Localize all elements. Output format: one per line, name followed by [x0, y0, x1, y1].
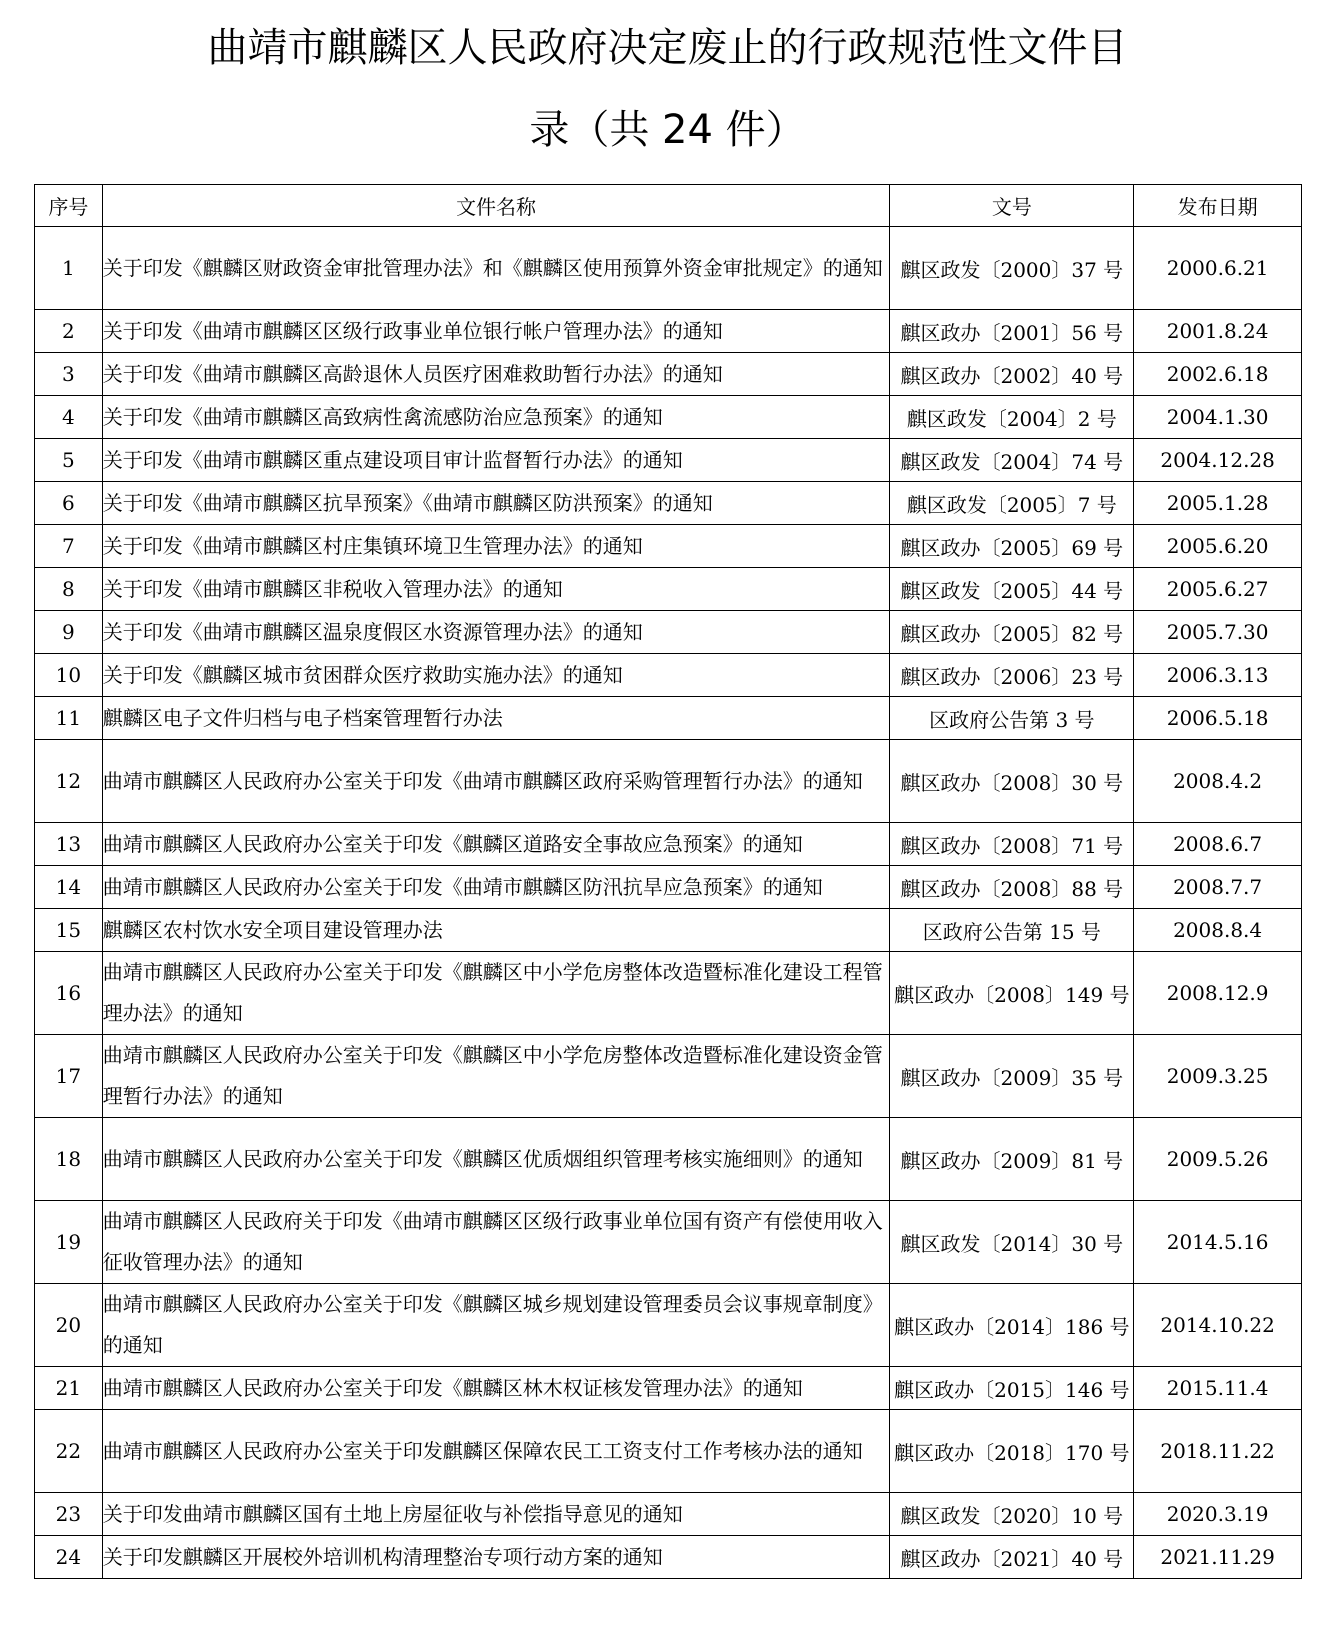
table-row: [35, 1118, 1302, 1201]
document-number: 麒区政办〔2005〕69 号: [890, 525, 1134, 568]
table-row: [35, 697, 1302, 740]
table-row: [35, 396, 1302, 439]
table-row: [35, 568, 1302, 611]
table-row: [35, 482, 1302, 525]
document-name: 曲靖市麒麟区人民政府办公室关于印发《曲靖市麒麟区防汛抗旱应急预案》的通知: [102, 866, 890, 909]
row-number: 13: [35, 823, 103, 866]
row-number: 3: [35, 353, 103, 396]
document-name: 麒麟区农村饮水安全项目建设管理办法: [102, 909, 890, 952]
table-row: [35, 1035, 1302, 1118]
row-number: 15: [35, 909, 103, 952]
document-name: 关于印发《曲靖市麒麟区村庄集镇环境卫生管理办法》的通知: [102, 525, 890, 568]
document-name: 关于印发《曲靖市麒麟区重点建设项目审计监督暂行办法》的通知: [102, 439, 890, 482]
document-number: 麒区政办〔2009〕81 号: [890, 1118, 1134, 1201]
publish-date: 2020.3.19: [1134, 1493, 1302, 1536]
row-number: 11: [35, 697, 103, 740]
publish-date: 2001.8.24: [1134, 310, 1302, 353]
document-number: 麒区政办〔2002〕40 号: [890, 353, 1134, 396]
publish-date: 2000.6.21: [1134, 227, 1302, 310]
publish-date: 2014.10.22: [1134, 1284, 1302, 1367]
publish-date: 2021.11.29: [1134, 1536, 1302, 1579]
document-name: 曲靖市麒麟区人民政府办公室关于印发《麒麟区中小学危房整体改造暨标准化建设资金管理暂行办法》的通知: [102, 1035, 890, 1118]
row-number: 9: [35, 611, 103, 654]
repealed-documents-table: [34, 184, 1302, 1579]
document-name: 关于印发麒麟区开展校外培训机构清理整治专项行动方案的通知: [102, 1536, 890, 1579]
document-name: 曲靖市麒麟区人民政府办公室关于印发《麒麟区林木权证核发管理办法》的通知: [102, 1367, 890, 1410]
row-number: 2: [35, 310, 103, 353]
document-name: 关于印发《曲靖市麒麟区高致病性禽流感防治应急预案》的通知: [102, 396, 890, 439]
row-number: 23: [35, 1493, 103, 1536]
table-row: [35, 1284, 1302, 1367]
row-number: 24: [35, 1536, 103, 1579]
table-row: [35, 1367, 1302, 1410]
row-number: 5: [35, 439, 103, 482]
publish-date: 2008.7.7: [1134, 866, 1302, 909]
document-name: 曲靖市麒麟区人民政府关于印发《曲靖市麒麟区区级行政事业单位国有资产有偿使用收入征收管理办法》的通知: [102, 1201, 890, 1284]
document-number: 麒区政办〔2005〕82 号: [890, 611, 1134, 654]
table-row: [35, 866, 1302, 909]
document-number: 麒区政办〔2018〕170 号: [890, 1410, 1134, 1493]
table-row: [35, 353, 1302, 396]
table-row: [35, 654, 1302, 697]
table-row: [35, 611, 1302, 654]
publish-date: 2008.12.9: [1134, 952, 1302, 1035]
table-row: [35, 1493, 1302, 1536]
header-document-name: 文件名称: [102, 185, 890, 227]
document-number: 麒区政办〔2001〕56 号: [890, 310, 1134, 353]
table-row: [35, 823, 1302, 866]
document-name: 曲靖市麒麟区人民政府办公室关于印发《麒麟区优质烟组织管理考核实施细则》的通知: [102, 1118, 890, 1201]
row-number: 14: [35, 866, 103, 909]
table-row: [35, 1410, 1302, 1493]
document-number: 麒区政办〔2008〕30 号: [890, 740, 1134, 823]
row-number: 16: [35, 952, 103, 1035]
document-number: 区政府公告第 15 号: [890, 909, 1134, 952]
table-row: [35, 227, 1302, 310]
publish-date: 2002.6.18: [1134, 353, 1302, 396]
row-number: 12: [35, 740, 103, 823]
document-number: 麒区政发〔2005〕7 号: [890, 482, 1134, 525]
document-number: 麒区政发〔2020〕10 号: [890, 1493, 1134, 1536]
document-name: 曲靖市麒麟区人民政府办公室关于印发《麒麟区道路安全事故应急预案》的通知: [102, 823, 890, 866]
document-number: 麒区政办〔2008〕71 号: [890, 823, 1134, 866]
publish-date: 2005.6.27: [1134, 568, 1302, 611]
document-number: 区政府公告第 3 号: [890, 697, 1134, 740]
document-number: 麒区政办〔2009〕35 号: [890, 1035, 1134, 1118]
publish-date: 2014.5.16: [1134, 1201, 1302, 1284]
publish-date: 2006.3.13: [1134, 654, 1302, 697]
publish-date: 2004.1.30: [1134, 396, 1302, 439]
document-number: 麒区政发〔2004〕74 号: [890, 439, 1134, 482]
document-name: 关于印发《曲靖市麒麟区抗旱预案》《曲靖市麒麟区防洪预案》的通知: [102, 482, 890, 525]
document-name: 关于印发《曲靖市麒麟区非税收入管理办法》的通知: [102, 568, 890, 611]
row-number: 6: [35, 482, 103, 525]
publish-date: 2009.5.26: [1134, 1118, 1302, 1201]
document-name: 曲靖市麒麟区人民政府办公室关于印发麒麟区保障农民工工资支付工作考核办法的通知: [102, 1410, 890, 1493]
publish-date: 2006.5.18: [1134, 697, 1302, 740]
publish-date: 2015.11.4: [1134, 1367, 1302, 1410]
publish-date: 2004.12.28: [1134, 439, 1302, 482]
row-number: 19: [35, 1201, 103, 1284]
document-number: 麒区政发〔2000〕37 号: [890, 227, 1134, 310]
table-row: [35, 1201, 1302, 1284]
table-row: [35, 1536, 1302, 1579]
publish-date: 2008.4.2: [1134, 740, 1302, 823]
document-name: 麒麟区电子文件归档与电子档案管理暂行办法: [102, 697, 890, 740]
document-number: 麒区政发〔2014〕30 号: [890, 1201, 1134, 1284]
table-row: [35, 310, 1302, 353]
document-number: 麒区政办〔2014〕186 号: [890, 1284, 1134, 1367]
row-number: 8: [35, 568, 103, 611]
document-name: 曲靖市麒麟区人民政府办公室关于印发《麒麟区城乡规划建设管理委员会议事规章制度》的通知: [102, 1284, 890, 1367]
row-number: 10: [35, 654, 103, 697]
publish-date: 2018.11.22: [1134, 1410, 1302, 1493]
table-header-row: [35, 185, 1302, 227]
document-title-line-1: 曲靖市麒麟区人民政府决定废止的行政规范性文件目: [207, 25, 1128, 71]
row-number: 17: [35, 1035, 103, 1118]
publish-date: 2005.6.20: [1134, 525, 1302, 568]
document-number: 麒区政发〔2004〕2 号: [890, 396, 1134, 439]
document-name: 关于印发《曲靖市麒麟区区级行政事业单位银行帐户管理办法》的通知: [102, 310, 890, 353]
row-number: 22: [35, 1410, 103, 1493]
publish-date: 2009.3.25: [1134, 1035, 1302, 1118]
publish-date: 2005.7.30: [1134, 611, 1302, 654]
header-document-number: 文号: [890, 185, 1134, 227]
document-name: 关于印发《曲靖市麒麟区高龄退休人员医疗困难救助暂行办法》的通知: [102, 353, 890, 396]
document-number: 麒区政办〔2015〕146 号: [890, 1367, 1134, 1410]
table-row: [35, 909, 1302, 952]
row-number: 4: [35, 396, 103, 439]
table-row: [35, 525, 1302, 568]
row-number: 18: [35, 1118, 103, 1201]
document-name: 关于印发《麒麟区财政资金审批管理办法》和《麒麟区使用预算外资金审批规定》的通知: [102, 227, 890, 310]
document-number: 麒区政发〔2005〕44 号: [890, 568, 1134, 611]
document-name: 关于印发《麒麟区城市贫困群众医疗救助实施办法》的通知: [102, 654, 890, 697]
row-number: 20: [35, 1284, 103, 1367]
row-number: 7: [35, 525, 103, 568]
document-number: 麒区政办〔2021〕40 号: [890, 1536, 1134, 1579]
document-number: 麒区政办〔2006〕23 号: [890, 654, 1134, 697]
document-number: 麒区政办〔2008〕88 号: [890, 866, 1134, 909]
document-title-line-2: 录（共 24 件）: [529, 107, 806, 153]
publish-date: 2005.1.28: [1134, 482, 1302, 525]
document-number: 麒区政办〔2008〕149 号: [890, 952, 1134, 1035]
header-publish-date: 发布日期: [1134, 185, 1302, 227]
document-name: 曲靖市麒麟区人民政府办公室关于印发《麒麟区中小学危房整体改造暨标准化建设工程管理办法》的通知: [102, 952, 890, 1035]
row-number: 21: [35, 1367, 103, 1410]
document-name: 关于印发曲靖市麒麟区国有土地上房屋征收与补偿指导意见的通知: [102, 1493, 890, 1536]
table-row: [35, 439, 1302, 482]
publish-date: 2008.8.4: [1134, 909, 1302, 952]
publish-date: 2008.6.7: [1134, 823, 1302, 866]
row-number: 1: [35, 227, 103, 310]
table-row: [35, 952, 1302, 1035]
document-name: 关于印发《曲靖市麒麟区温泉度假区水资源管理办法》的通知: [102, 611, 890, 654]
header-number: 序号: [35, 185, 103, 227]
table-row: [35, 740, 1302, 823]
document-name: 曲靖市麒麟区人民政府办公室关于印发《曲靖市麒麟区政府采购管理暂行办法》的通知: [102, 740, 890, 823]
